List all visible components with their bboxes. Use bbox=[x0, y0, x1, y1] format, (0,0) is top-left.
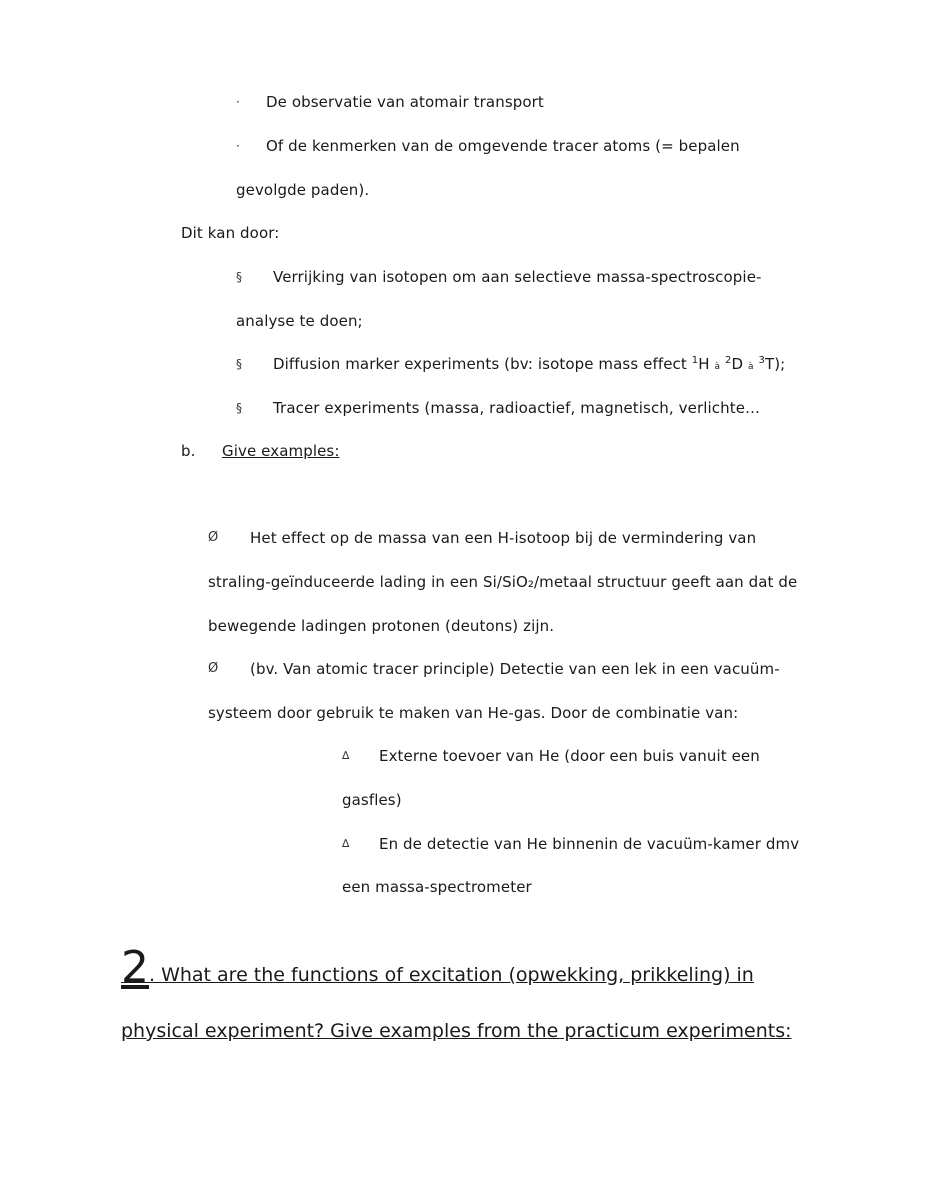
bullet-marker: · bbox=[236, 139, 240, 153]
method-text: Tracer experiments (massa, radioactief, magnetisch, verlichte… bbox=[273, 399, 761, 417]
question-heading bbox=[121, 942, 754, 998]
question-line-1: . What are the functions of excitation (opwekking, prikkeling) in bbox=[149, 964, 754, 986]
example-marker: Ø bbox=[208, 530, 219, 545]
bullet-continuation: gevolgde paden). bbox=[236, 181, 370, 199]
sub-example-continuation: een massa-spectrometer bbox=[342, 878, 532, 896]
example-text: (bv. Van atomic tracer principle) Detectie van een lek in een vacuüm- bbox=[250, 660, 780, 678]
section-marker: § bbox=[236, 357, 242, 371]
example-continuation: bewegende ladingen protonen (deutons) zijn. bbox=[208, 617, 555, 635]
section-marker: § bbox=[236, 270, 242, 284]
question-number: 2 bbox=[121, 942, 149, 993]
method-text: Verrijking van isotopen om aan selectieve massa-spectroscopie- bbox=[273, 268, 762, 286]
section-label: b. bbox=[181, 442, 196, 460]
example-text: Het effect op de massa van een H-isotoop bij de vermindering van bbox=[250, 529, 757, 547]
sub-example-text: En de detectie van He binnenin de vacuüm-kamer dmv bbox=[379, 835, 800, 853]
section-title: Give examples: bbox=[222, 442, 340, 460]
example-marker: Ø bbox=[208, 661, 219, 676]
bullet-text: Of de kenmerken van de omgevende tracer atoms (= bepalen bbox=[266, 137, 740, 155]
bullet-marker: · bbox=[236, 95, 240, 109]
section-marker: § bbox=[236, 401, 242, 415]
question-line-2: physical experiment? Give examples from the practicum experiments: bbox=[121, 1020, 792, 1042]
intro-text: Dit kan door: bbox=[181, 224, 280, 242]
method-continuation: analyse te doen; bbox=[236, 312, 363, 330]
sub-example-continuation: gasfles) bbox=[342, 791, 402, 809]
sub-example-marker: ∆ bbox=[342, 837, 350, 850]
example-continuation: straling-geïnduceerde lading in een Si/SiO₂/metaal structuur geeft aan dat de bbox=[208, 573, 798, 591]
sub-example-text: Externe toevoer van He (door een buis vanuit een bbox=[379, 747, 760, 765]
method-text-isotope: Diffusion marker experiments (bv: isotope mass effect $^1$H à $^2$D à $^3$T); bbox=[273, 355, 786, 373]
example-continuation: systeem door gebruik te maken van He-gas. Door de combinatie van: bbox=[208, 704, 739, 722]
bullet-text: De observatie van atomair transport bbox=[266, 93, 544, 111]
sub-example-marker: ∆ bbox=[342, 749, 350, 762]
